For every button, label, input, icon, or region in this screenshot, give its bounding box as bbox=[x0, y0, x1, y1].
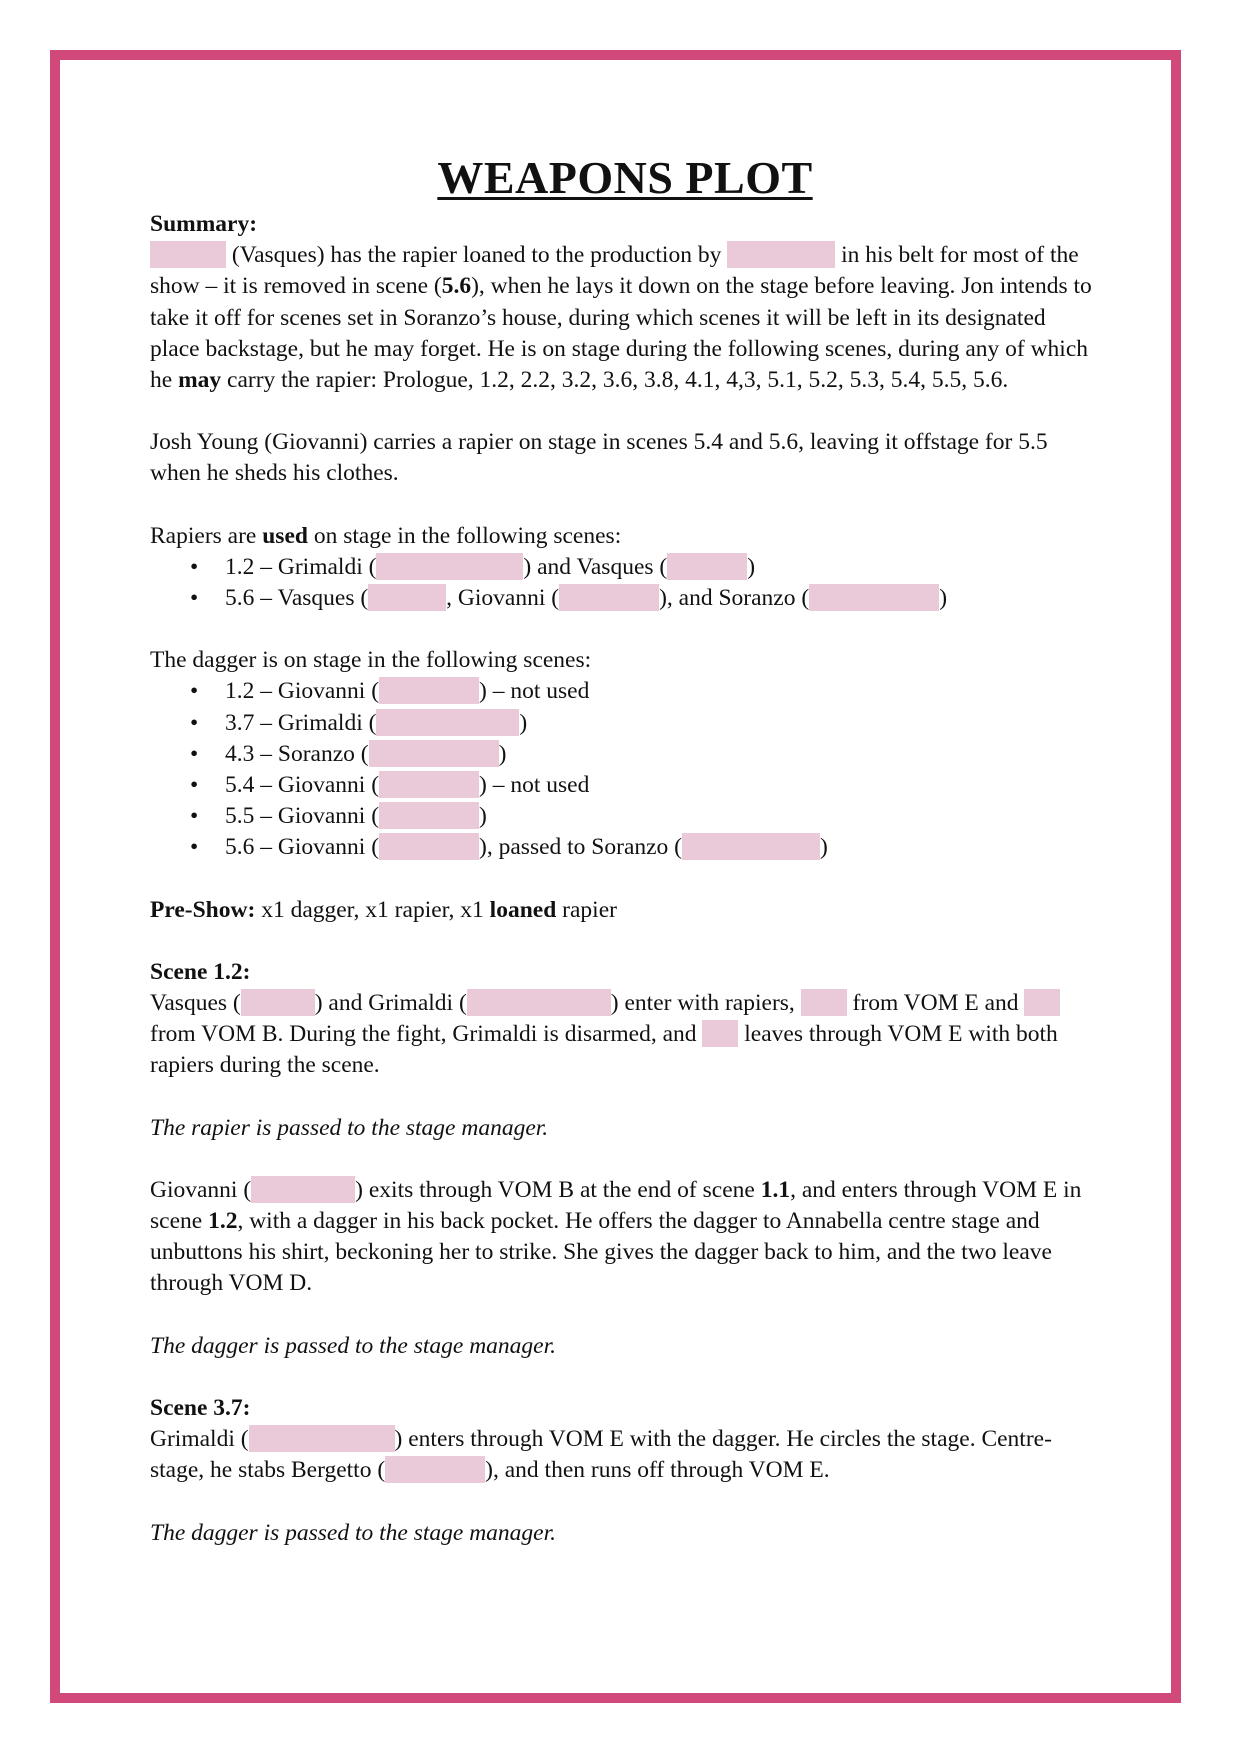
dagger-intro: The dagger is on stage in the following scenes: bbox=[150, 647, 592, 674]
redaction-box bbox=[241, 989, 315, 1016]
list-item: • 3.7 – Grimaldi ( ) bbox=[190, 709, 528, 736]
summary-paragraph-2: Josh Young (Giovanni) carries a rapier on stage in scenes 5.4 and 5.6, leaving it offstage for 5.5 when he sheds his clothes. bbox=[150, 429, 1048, 487]
scene-1-2-paragraph-1: Vasques ( ) and Grimaldi ( ) enter with rapiers, from VOM E and from VOM B. During the fight, Grimaldi is disarmed, and leaves through VOM E with both rapiers during the scene. bbox=[150, 988, 1100, 1082]
redaction-box bbox=[667, 553, 747, 580]
scene-1-2-heading: Scene 1.2: bbox=[150, 958, 251, 985]
scene-3-7-heading: Scene 3.7: bbox=[150, 1394, 251, 1421]
document-body bbox=[150, 150, 1100, 1549]
list-item: • 1.2 – Giovanni ( ) – not used bbox=[190, 678, 590, 705]
redaction-box bbox=[1024, 989, 1060, 1016]
list-item: • 1.2 – Grimaldi ( ) and Vasques ( ) bbox=[190, 553, 756, 580]
redaction-box bbox=[251, 1176, 355, 1203]
redaction-box bbox=[376, 553, 523, 580]
redaction-box bbox=[559, 584, 659, 611]
redaction-box bbox=[376, 709, 519, 736]
redaction-box bbox=[727, 241, 835, 268]
summary-heading: Summary: bbox=[150, 211, 258, 237]
redaction-box bbox=[801, 989, 847, 1016]
list-item: • 5.6 – Vasques ( , Giovanni ( ), and Soranzo ( ) bbox=[190, 585, 948, 612]
page-title: WEAPONS PLOT bbox=[437, 152, 813, 203]
redaction-box bbox=[379, 677, 479, 704]
rapier-scene-list bbox=[150, 552, 1100, 614]
redaction-box bbox=[249, 1425, 395, 1452]
redaction-box bbox=[379, 771, 479, 798]
summary-paragraph-1: (Vasques) has the rapier loaned to the production by in his belt for most of the show – it is removed in scene (5.6), when he lays it down on the stage before leaving. Jon intends to take it off for scenes set in Soranzo’s house, during which scenes it will be left in its designated place backstage, but he may forget. He is on stage during the following scenes, during any of which he may carry the rapier: Prologue, 1.2, 2.2, 3.2, 3.6, 3.8, 4.1, 4,3, 5.1, 5.2, 5.3, 5.4, 5.5, 5.6. bbox=[150, 242, 1092, 394]
list-item: • 4.3 – Soranzo ( ) bbox=[190, 740, 507, 767]
list-item: • 5.6 – Giovanni ( ), passed to Soranzo ( ) bbox=[190, 834, 828, 861]
rapiers-intro: Rapiers are used on stage in the following scenes: bbox=[150, 522, 622, 549]
scene-1-2-note-1: The rapier is passed to the stage manager. bbox=[150, 1114, 549, 1141]
preshow-line: Pre-Show: x1 dagger, x1 rapier, x1 loaned rapier bbox=[150, 896, 617, 923]
scene-1-2-note-2: The dagger is passed to the stage manager. bbox=[150, 1332, 557, 1359]
redaction-box bbox=[682, 833, 820, 860]
scene-3-7-note: The dagger is passed to the stage manager. bbox=[150, 1519, 557, 1546]
redaction-box bbox=[809, 584, 939, 611]
redaction-box bbox=[150, 241, 226, 268]
redaction-box bbox=[369, 740, 499, 767]
redaction-box bbox=[702, 1020, 738, 1047]
redaction-box bbox=[379, 833, 479, 860]
redaction-box bbox=[385, 1456, 485, 1483]
redaction-box bbox=[368, 584, 446, 611]
redaction-box bbox=[467, 989, 611, 1016]
list-item: • 5.4 – Giovanni ( ) – not used bbox=[190, 772, 590, 799]
scene-1-2-paragraph-2: Giovanni ( ) exits through VOM B at the end of scene 1.1, and enters through VOM E in scene 1.2, with a dagger in his back pocket. He offers the dagger to Annabella centre stage and unbuttons his shirt, beckoning her to strike. She gives the dagger back to him, and the two leave through VOM D. bbox=[150, 1176, 1082, 1297]
redaction-box bbox=[379, 802, 479, 829]
dagger-scene-list bbox=[150, 676, 1100, 863]
scene-3-7-paragraph: Grimaldi ( ) enters through VOM E with the dagger. He circles the stage. Centre-stage, he stabs Bergetto ( ), and then runs off through VOM E. bbox=[150, 1426, 1052, 1484]
list-item: • 5.5 – Giovanni ( ) bbox=[190, 803, 487, 830]
